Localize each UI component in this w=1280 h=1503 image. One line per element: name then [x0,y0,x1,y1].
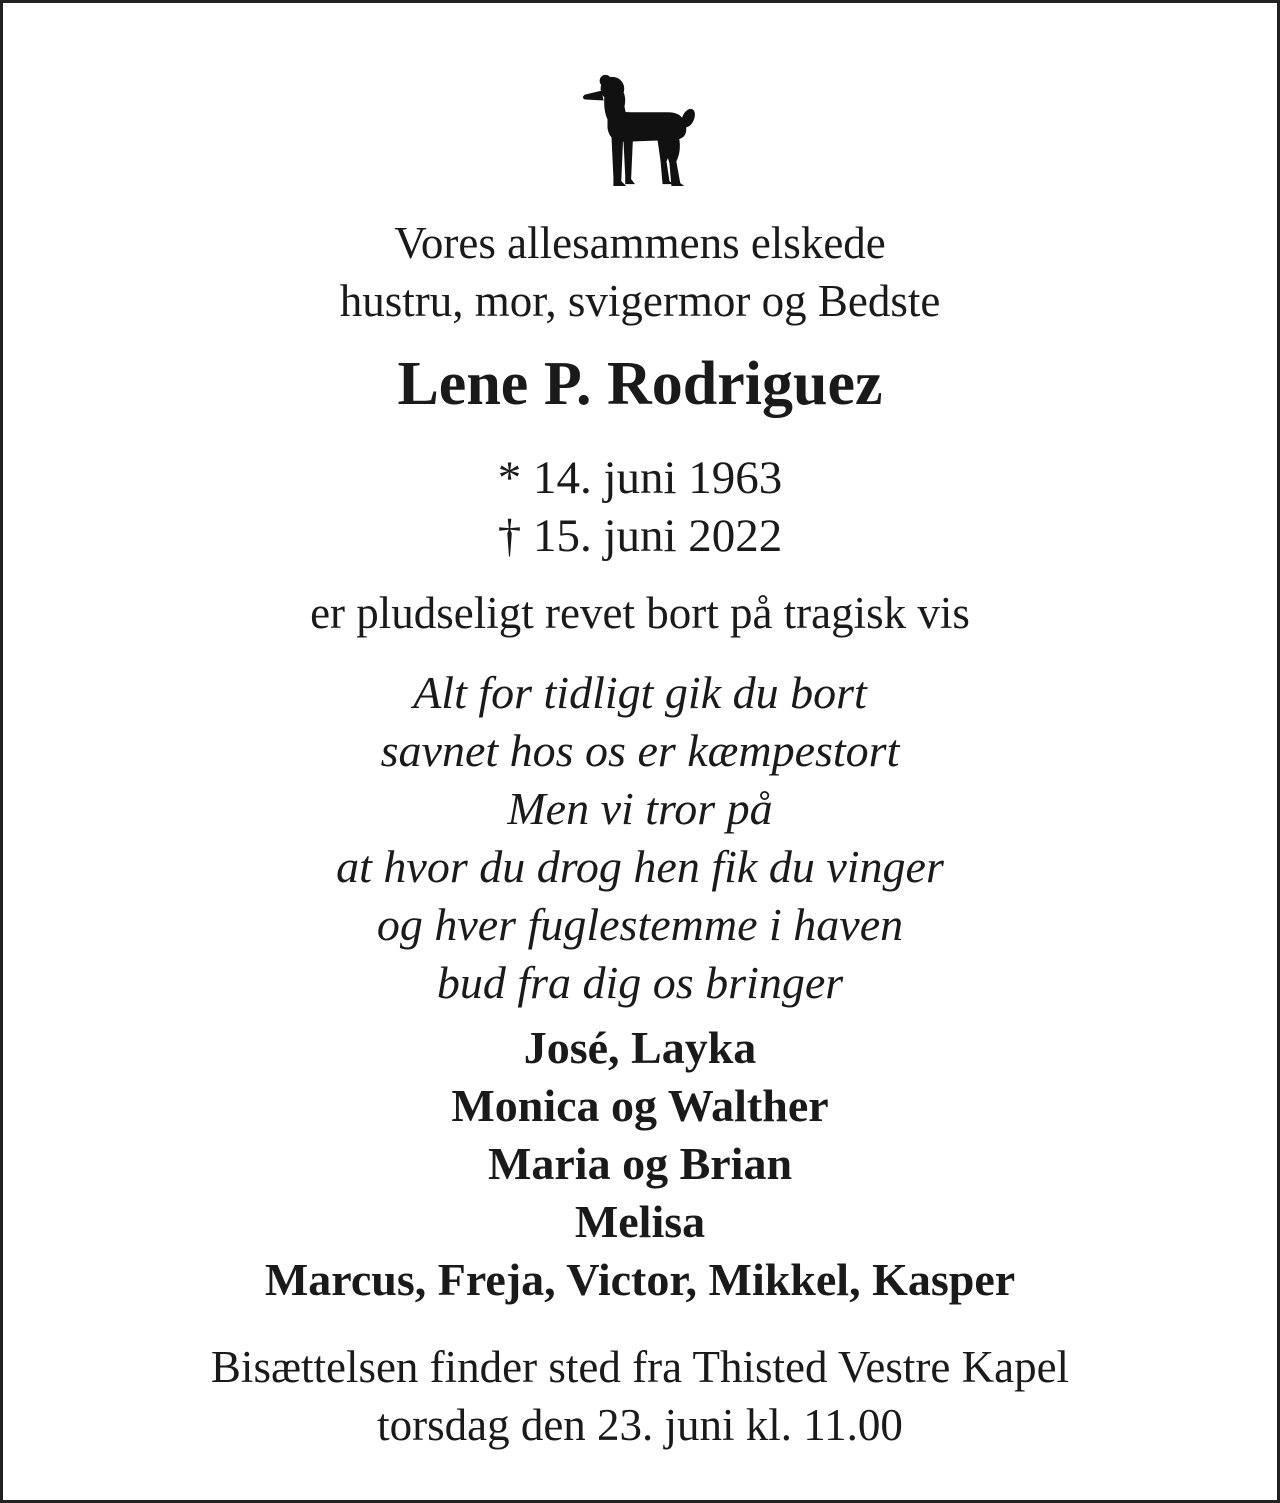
intro-line-2: hustru, mor, svigermor og Bedste [339,276,941,326]
family-member-line: José, Layka [523,1022,757,1073]
poem-line: savnet hos os er kæmpestort [380,725,900,776]
poodle-silhouette-icon [578,71,696,189]
funeral-time: torsdag den 23. juni kl. 11.00 [377,1400,903,1450]
birth-date: * 14. juni 1963 [497,452,783,504]
family-member-line: Maria og Brian [487,1138,793,1189]
circumstance-text: er pludseligt revet bort på tragisk vis [310,588,970,638]
poem-line: Men vi tror på [507,783,773,834]
poem-line: bud fra dig os bringer [436,957,844,1008]
family-member-line: Melisa [574,1196,706,1247]
poem-line: at hvor du drog hen fik du vinger [336,841,944,892]
death-date: † 15. juni 2022 [497,510,783,562]
family-member-line: Monica og Walther [451,1080,829,1131]
funeral-location: Bisættelsen finder sted fra Thisted Vestre Kapel [210,1342,1070,1392]
poem-line: Alt for tidligt gik du bort [413,667,867,718]
poem-line: og hver fuglestemme i haven [376,899,904,950]
intro-line-1: Vores allesammens elskede [394,218,886,268]
family-member-line: Marcus, Freja, Victor, Mikkel, Kasper [264,1254,1016,1305]
deceased-name: Lene P. Rodriguez [397,350,883,418]
